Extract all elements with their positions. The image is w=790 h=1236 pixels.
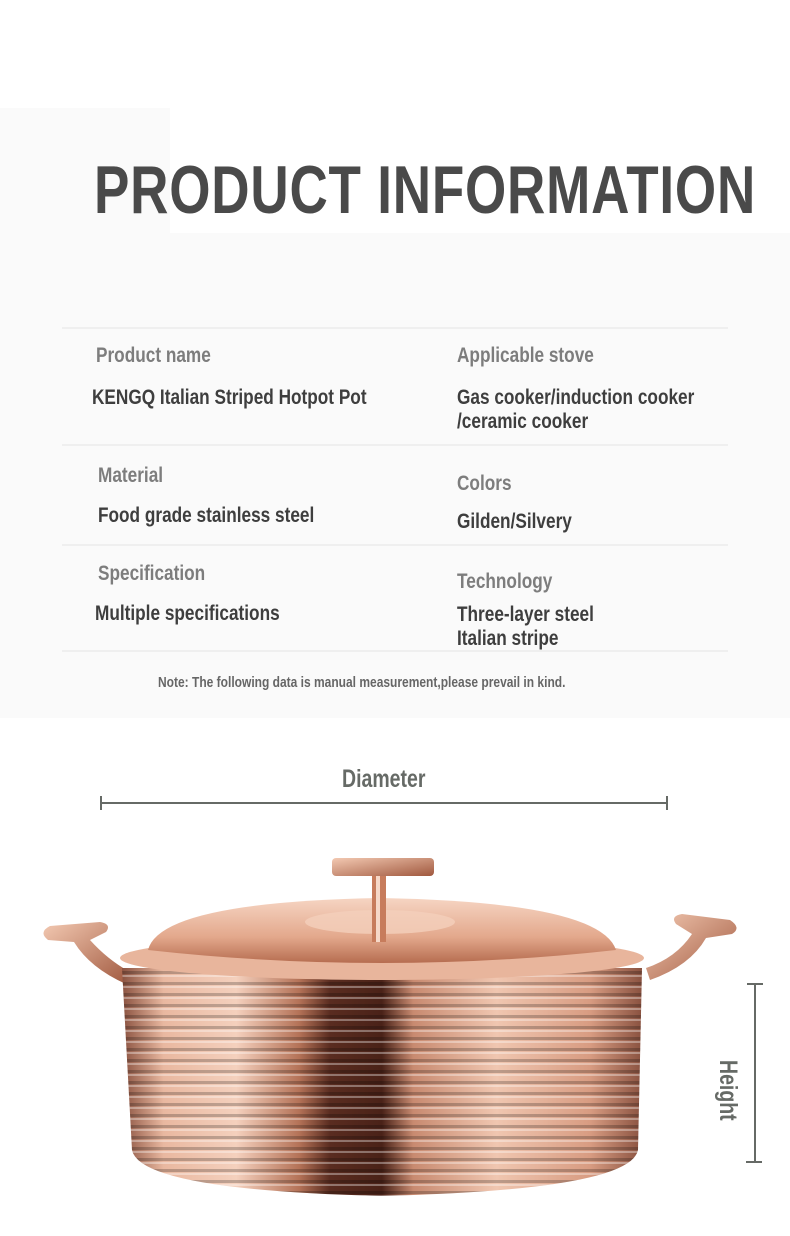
spec-label-specification: Specification: [98, 562, 206, 585]
divider: [62, 544, 728, 546]
hotpot-product-image: [30, 850, 750, 1230]
spec-label-technology: Technology: [457, 570, 553, 593]
height-line: [754, 984, 756, 1162]
diameter-label: Diameter: [342, 765, 426, 793]
spec-label-material: Material: [98, 464, 164, 487]
diameter-tick-left: [100, 796, 102, 810]
page-title: PRODUCT INFORMATION: [94, 152, 757, 228]
spec-label-applicable-stove: Applicable stove: [457, 344, 594, 367]
spec-value-applicable-stove-line1: Gas cooker/induction cooker: [457, 386, 695, 409]
diameter-tick-right: [666, 796, 668, 810]
spec-label-colors: Colors: [457, 472, 512, 495]
spec-value-colors: Gilden/Silvery: [457, 510, 572, 533]
spec-value-technology-line1: Three-layer steel: [457, 603, 594, 626]
spec-label-product-name: Product name: [96, 344, 211, 367]
spec-value-material: Food grade stainless steel: [98, 504, 315, 527]
divider: [62, 444, 728, 446]
spec-value-applicable-stove-line2: /ceramic cooker: [457, 410, 589, 433]
spec-value-technology-line2: Italian stripe: [457, 627, 559, 650]
spec-value-specification: Multiple specifications: [95, 602, 280, 625]
divider: [62, 327, 728, 329]
spec-value-product-name: KENGQ Italian Striped Hotpot Pot: [92, 386, 367, 409]
diameter-line: [100, 802, 668, 804]
divider: [62, 650, 728, 652]
measurement-note: Note: The following data is manual measurement,please prevail in kind.: [158, 674, 566, 691]
height-label: Height: [714, 1060, 742, 1121]
